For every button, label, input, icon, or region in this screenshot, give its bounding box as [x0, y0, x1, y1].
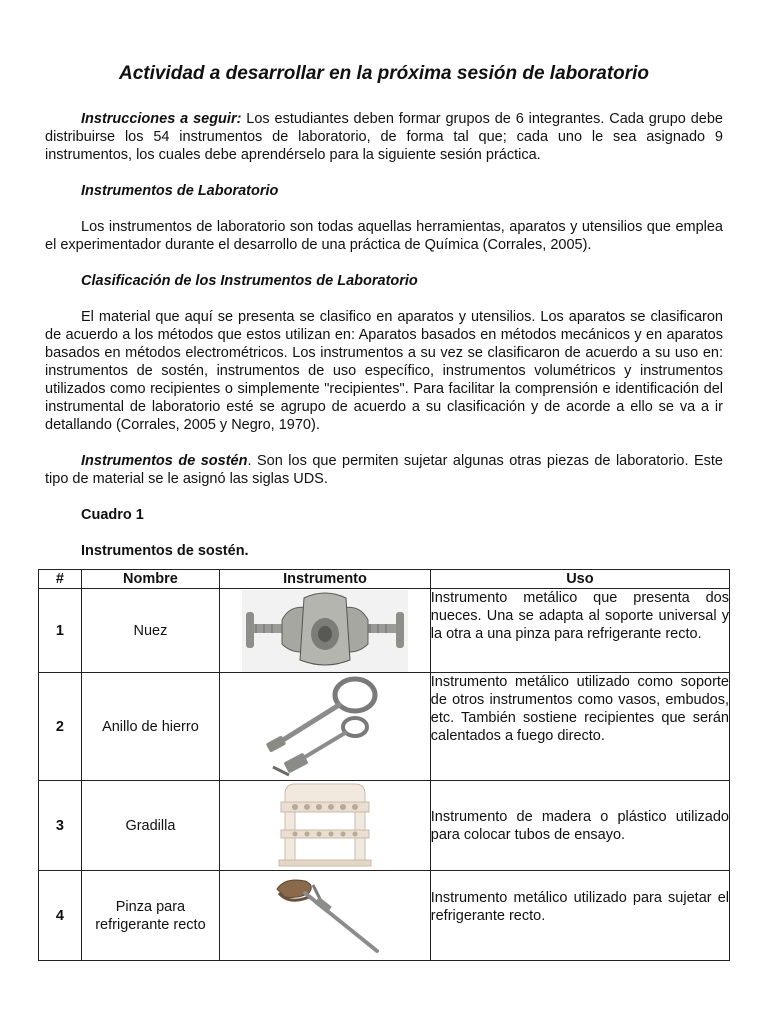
table-caption: Cuadro 1: [81, 507, 144, 523]
header-number: #: [39, 570, 82, 589]
sosten-text: . Son los que permiten sujetar algunas otras piezas de laboratorio. Este tipo de material se le asignó las siglas UDS.: [45, 453, 723, 487]
table-title: Instrumentos de sostén.: [81, 543, 249, 559]
section-heading-instrumentos: Instrumentos de Laboratorio: [81, 183, 279, 199]
document-page: [45, 62, 723, 578]
row-name: Anillo de hierro: [81, 673, 219, 781]
condenser-clamp-illustration: [265, 875, 385, 957]
section-clasificacion-text: El material que aquí se presenta se clasifico en aparatos y utensilios. Los aparatos se clasificaron de acuerdo a los métodos que estos utilizan en: Aparatos basados en métodos mecánicos y en aparatos basados en métodos electrométricos. Los instrumentos a su vez se clasificaron de acuerdo a su uso en: instrumentos de sostén, instrumentos de uso específico, instrumentos volumétricos y instrumentos utilizados como recipientes o simplemente "recipientes". Para facilitar la comprensión e identificación del instrumental de laboratorio esté se agrupo de acuerdo a su clasificación y de acorde a ello se va a ir detallando (Corrales, 2005 y Negro, 1970).: [45, 309, 723, 433]
test-tube-rack-image: [220, 781, 431, 871]
row-number: 3: [39, 781, 82, 871]
table-row: [39, 589, 730, 673]
row-use: Instrumento metálico utilizado para sujetar el refrigerante recto.: [430, 871, 729, 961]
condenser-clamp-image: [220, 871, 431, 961]
table-row: [39, 673, 730, 781]
row-number: 2: [39, 673, 82, 781]
row-name: Gradilla: [81, 781, 219, 871]
section-instrumentos-text: Los instrumentos de laboratorio son todas aquellas herramientas, aparatos y utensilios que emplea el experimentador durante el desarrollo de una práctica de Química (Corrales, 2005).: [45, 219, 723, 253]
iron-ring-illustration: [255, 675, 395, 779]
section-heading-clasificacion: Clasificación de los Instrumentos de Laboratorio: [81, 273, 418, 289]
row-name: Pinza para refrigerante recto: [81, 871, 219, 961]
table-row: [39, 781, 730, 871]
header-use: Uso: [430, 570, 729, 589]
row-number: 1: [39, 589, 82, 673]
sosten-label: Instrumentos de sostén: [81, 453, 248, 469]
row-use: Instrumento metálico que presenta dos nueces. Una se adapta al soporte universal y la otra a una pinza para refrigerante recto.: [430, 589, 729, 673]
instructions-label: Instrucciones a seguir:: [81, 111, 242, 127]
section-sosten-paragraph: [45, 452, 723, 488]
table-header-row: [39, 570, 730, 589]
row-use: Instrumento metálico utilizado como soporte de otros instrumentos como vasos, embudos, etc. También sostiene recipientes que serán calentados a fuego directo.: [430, 673, 729, 781]
header-name: Nombre: [81, 570, 219, 589]
test-tube-rack-illustration: [275, 782, 375, 870]
instruments-table: [38, 569, 730, 961]
nuez-clamp-illustration: [242, 590, 408, 672]
row-name: Nuez: [81, 589, 219, 673]
iron-ring-image: [220, 673, 431, 781]
table-row: [39, 871, 730, 961]
instructions-paragraph: [45, 110, 723, 164]
row-use: Instrumento de madera o plástico utilizado para colocar tubos de ensayo.: [430, 781, 729, 871]
instructions-text: Los estudiantes deben formar grupos de 6 integrantes. Cada grupo debe distribuirse los 54 instrumentos de laboratorio, de forma tal que; cada uno le sea asignado 9 instrumentos, los cuales debe aprendérselo para la siguiente sesión práctica.: [45, 111, 723, 163]
row-number: 4: [39, 871, 82, 961]
header-instrument: Instrumento: [220, 570, 431, 589]
document-title: Actividad a desarrollar en la próxima sesión de laboratorio: [118, 63, 650, 84]
nuez-clamp-image: [220, 589, 431, 673]
